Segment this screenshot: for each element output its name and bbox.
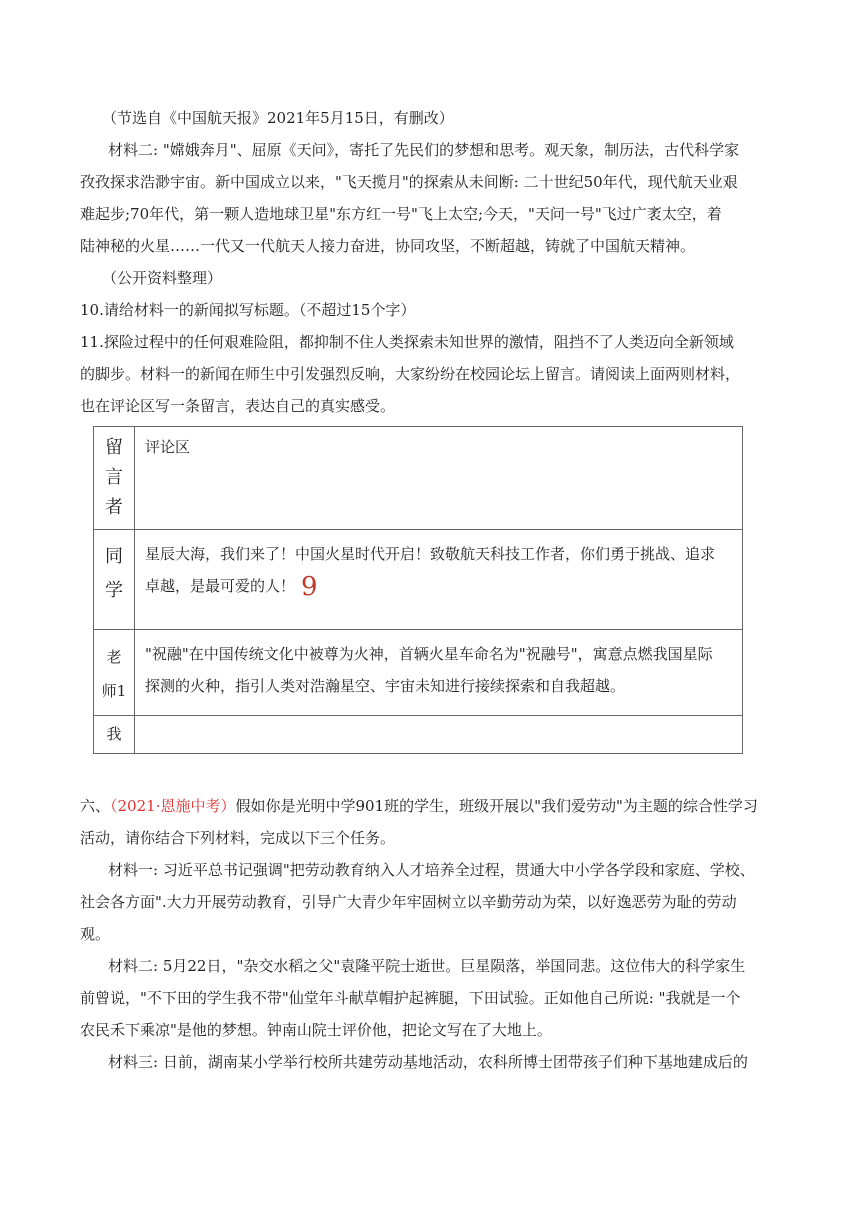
table-row-me <box>94 716 743 754</box>
labor-m1-line: 材料一: 习近平总书记强调"把劳动教育纳入人才培养全过程，贯通大中小学各学段和家庭、学校、 <box>108 861 755 879</box>
teacher-comment-line: "祝融"在中国传统文化中被尊为火神，首辆火星车命名为"祝融号"，寓意点燃我国星际 <box>145 645 713 663</box>
me-commenter-cell: 我 <box>94 716 135 754</box>
labor-m2-line: 农民禾下乘凉"是他的梦想。钟南山院士评价他，把论文写在了大地上。 <box>80 1021 552 1039</box>
material-two-line: 陆神秘的火星……一代又一代航天人接力奋进，协同攻坚，不断超越，铸就了中国航天精神。 <box>80 237 696 255</box>
material-two-line: 难起步;70年代，第一颗人造地球卫星"东方红一号"飞上太空;今天，"天问一号"飞过广袤太空，着 <box>80 205 722 223</box>
score-mark: 9 <box>301 572 318 602</box>
me-comment-cell[interactable] <box>135 716 743 754</box>
header-comment-cell: 评论区 <box>135 427 743 530</box>
material-two-line: 材料二: "嫦娥奔月"、屈原《天问》，寄托了先民们的梦想和思考。观天象，制历法，古代科学家 <box>108 141 740 159</box>
student-comment-line: 卓越，是最可爱的人！ <box>145 577 296 595</box>
section-six <box>80 790 782 854</box>
section-number: 六、 <box>80 797 111 815</box>
labor-m2-line: 材料二: 5月22日，"杂交水稻之父"袁隆平院士逝世。巨星陨落，举国同悲。这位伟大的科学家生 <box>108 957 746 975</box>
material-two-line: 孜孜探求浩渺宇宙。新中国成立以来，"飞天揽月"的探索从未间断: 二十世纪50年代，现代航天业艰 <box>80 173 738 191</box>
section-intro-line: 活动，请你结合下列材料，完成以下三个任务。 <box>80 829 396 847</box>
material-two <box>80 134 782 262</box>
student-comment-cell <box>135 530 743 630</box>
labor-m2-line: 前曾说，"不下田的学生我不带"仙堂年斗献草帽护起裤腿，下田试验。正如他自己所说: "我就是一个 <box>80 989 741 1007</box>
section-intro: 假如你是光明中学901班的学生，班级开展以"我们爱劳动"为主题的综合性学习 <box>235 797 758 815</box>
material-one-source: （节选自《中国航天报》2021年5月15日，有删改） <box>102 109 454 127</box>
labor-m1-line: 社会各方面".大力开展劳动教育，引导广大青少年牢固树立以辛勤劳动为荣，以好逸恶劳为耻的劳动 <box>80 893 737 911</box>
labor-material-one <box>80 854 782 950</box>
student-commenter-cell: 同 学 <box>94 530 135 630</box>
question-10: 10.请给材料一的新闻拟写标题。（不超过15个字） <box>80 301 416 319</box>
labor-material-two <box>80 950 782 1046</box>
teacher-comment-line: 探测的火种，指引人类对浩瀚星空、宇宙未知进行接续探索和自我超越。 <box>145 677 626 695</box>
exam-source-tag: （2021·恩施中考） <box>110 797 236 815</box>
material-two-source: （公开资料整理） <box>102 269 223 287</box>
table-header-row <box>94 427 743 530</box>
header-commenter-cell: 留 言 者 <box>94 427 135 530</box>
question-11-line: 也在评论区写一条留言，表达自己的真实感受。 <box>80 397 396 415</box>
labor-m3-line: 材料三: 日前，湖南某小学举行校所共建劳动基地活动，农科所博士团带孩子们种下基地建成后的 <box>108 1053 748 1071</box>
table-row-student <box>94 530 743 630</box>
table-row-teacher <box>94 630 743 716</box>
teacher-commenter-cell: 老 师1 <box>94 630 135 716</box>
comment-table <box>93 426 743 754</box>
labor-m1-line: 观。 <box>80 925 111 943</box>
question-11-line: 11.探险过程中的任何艰难险阻，都抑制不住人类探索未知世界的激情，阻挡不了人类迈向全新领域 <box>80 333 734 351</box>
labor-material-three <box>80 1046 782 1078</box>
question-11 <box>80 326 782 422</box>
student-comment-line: 星辰大海，我们来了！中国火星时代开启！致敬航天科技工作者，你们勇于挑战、追求 <box>145 545 716 563</box>
teacher-comment-cell <box>135 630 743 716</box>
question-11-line: 的脚步。材料一的新闻在师生中引发强烈反响，大家纷纷在校园论坛上留言。请阅读上面两则材料， <box>80 365 741 383</box>
